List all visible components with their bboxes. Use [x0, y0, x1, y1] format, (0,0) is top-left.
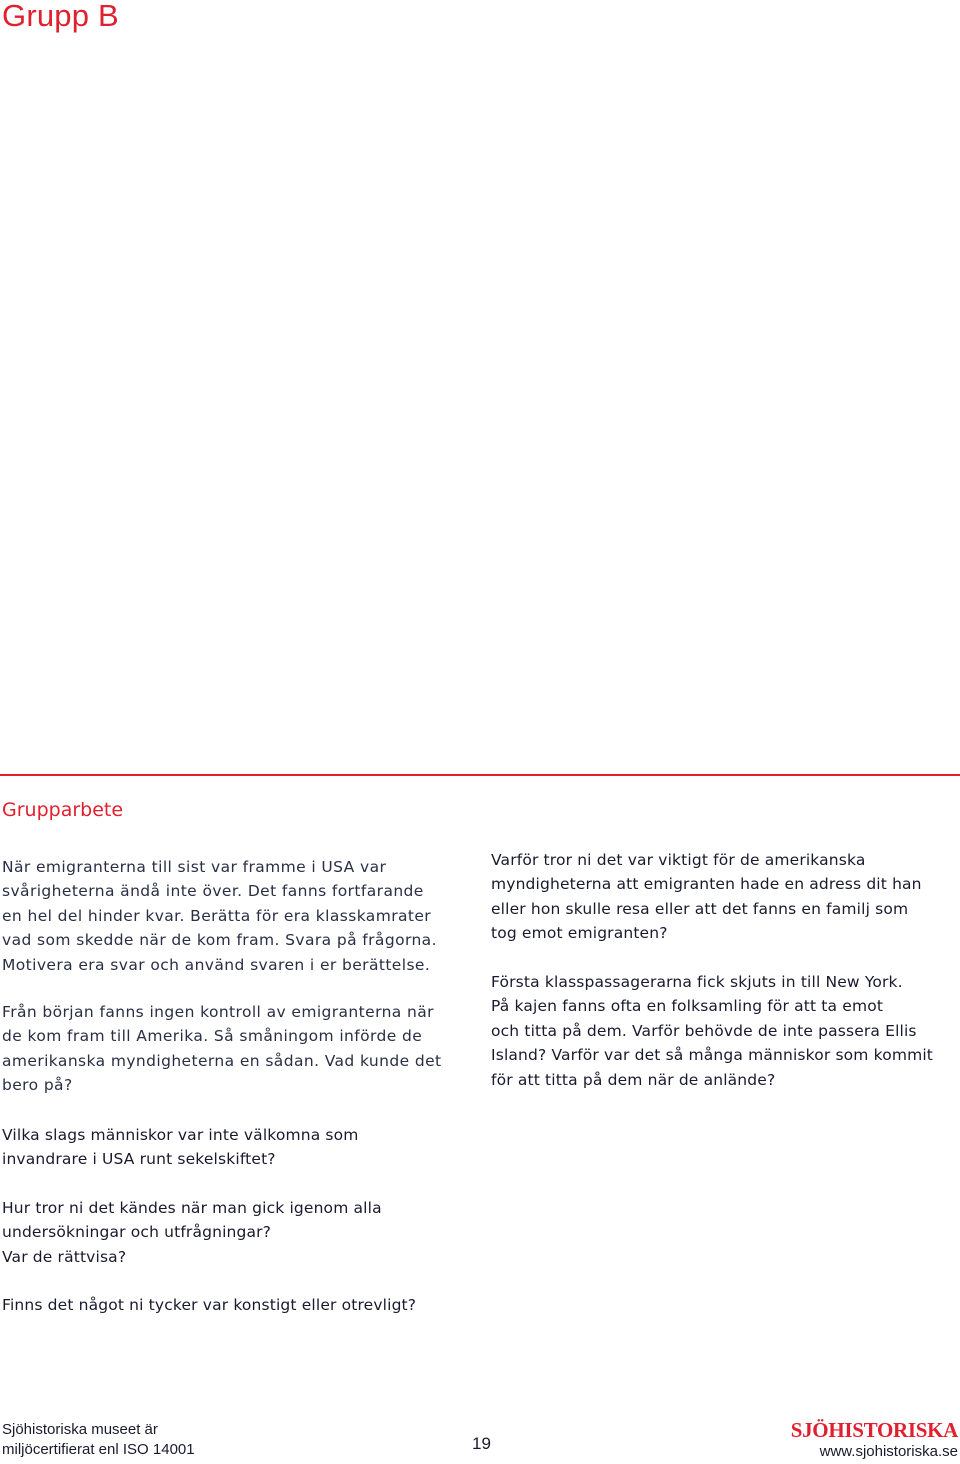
intro-line: När emigranterna till sist var framme i USA var	[2, 858, 387, 876]
question-line: På kajen fanns ofta en folksamling för att ta emot	[491, 997, 884, 1016]
question-line: undersökningar och utfrågningar?	[2, 1223, 272, 1242]
question-control	[2, 1000, 472, 1098]
certification-line: miljöcertifierat enl ISO 14001	[2, 1441, 195, 1458]
certification-line: Sjöhistoriska museet är	[2, 1421, 158, 1438]
question-line: Första klasspassagerarna fick skjuts in till New York.	[491, 973, 903, 991]
intro-line: vad som skedde när de kom fram. Svara på frågorna.	[2, 931, 437, 950]
question-line: Var de rättvisa?	[2, 1247, 127, 1266]
question-line: de kom fram till Amerika. Så småningom införde de	[2, 1027, 423, 1046]
question-line: Vilka slags människor var inte välkomna som	[2, 1126, 359, 1144]
question-strange	[2, 1293, 522, 1317]
page-number: 19	[472, 1434, 491, 1453]
question-line: Hur tror ni det kändes när man gick igenom alla	[2, 1199, 382, 1217]
brand-block	[791, 1419, 958, 1460]
section-heading: Grupparbete	[2, 799, 124, 821]
intro-paragraph	[2, 855, 472, 977]
brand-logo: SJÖHISTORISKA	[790, 1418, 958, 1442]
brand-url-link[interactable]: www.sjohistoriska.se	[819, 1443, 958, 1460]
question-line: Finns det något ni tycker var konstigt eller otrevligt?	[2, 1296, 417, 1314]
question-line: eller hon skulle resa eller att det fanns en familj som	[491, 899, 909, 918]
question-line: amerikanska myndigheterna en sådan. Vad kunde det	[2, 1051, 442, 1070]
question-unwelcome	[2, 1123, 472, 1172]
page-title: Grupp B	[2, 0, 119, 33]
certification-note	[2, 1420, 195, 1460]
question-line: Varför tror ni det var viktigt för de amerikanska	[491, 851, 866, 869]
intro-line: en hel del hinder kvar. Berätta för era klasskamrater	[2, 906, 432, 925]
question-examinations	[2, 1196, 472, 1269]
section-divider	[0, 774, 960, 776]
question-line: invandrare i USA runt sekelskiftet?	[2, 1150, 276, 1169]
question-address	[491, 848, 960, 946]
question-line: tog emot emigranten?	[491, 924, 668, 943]
question-line: Island? Varför var det så många människor som kommit	[491, 1046, 934, 1065]
question-line: för att titta på dem när de anlände?	[491, 1070, 776, 1089]
question-first-class	[491, 970, 960, 1092]
question-line: Från början fanns ingen kontroll av emigranterna när	[2, 1003, 434, 1021]
intro-line: svårigheterna ändå inte över. Det fanns fortfarande	[2, 882, 424, 901]
question-line: bero på?	[2, 1076, 73, 1095]
intro-line: Motivera era svar och använd svaren i er berättelse.	[2, 955, 431, 974]
question-line: och titta på dem. Varför behövde de inte passera Ellis	[491, 1021, 917, 1040]
question-line: myndigheterna att emigranten hade en adress dit han	[491, 875, 922, 894]
